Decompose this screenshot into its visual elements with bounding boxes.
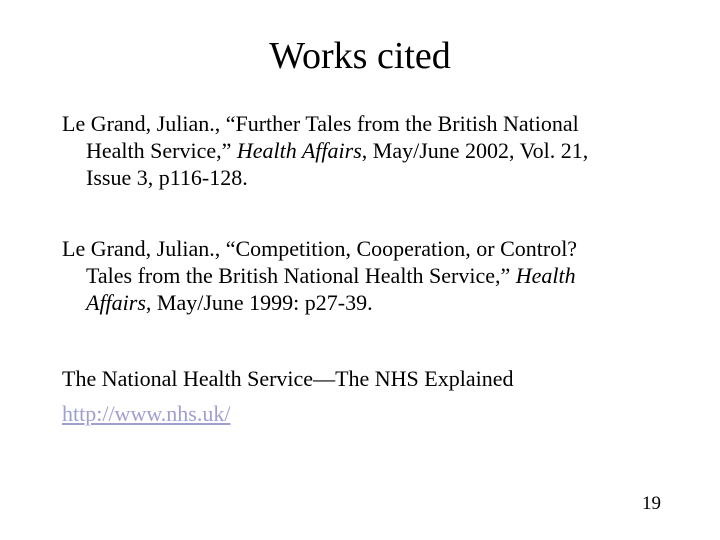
page-number: 19 bbox=[642, 493, 661, 514]
citation-line bbox=[62, 164, 692, 191]
citations bbox=[62, 110, 692, 392]
citation-segment: Tales from the British National Health Service,” bbox=[86, 263, 516, 288]
citation bbox=[62, 235, 692, 316]
link-line bbox=[62, 400, 692, 427]
citation-line bbox=[62, 235, 692, 262]
citation-segment: , May/June 2002, Vol. 21, bbox=[361, 138, 589, 163]
citation bbox=[62, 110, 692, 191]
nhs-link[interactable]: http://www.nhs.uk/ bbox=[62, 401, 231, 426]
citation-line bbox=[62, 110, 692, 137]
citation-segment-italic: Affairs bbox=[86, 290, 146, 315]
citation-segment: Le Grand, Julian., “Competition, Cooperation, or Control? bbox=[62, 236, 578, 261]
citation-segment: Health Service,” bbox=[86, 138, 237, 163]
citation-segment: Le Grand, Julian., “Further Tales from the British National bbox=[62, 111, 579, 136]
citation-segment-italic: Health Affairs bbox=[236, 138, 362, 163]
citation-line bbox=[62, 289, 692, 316]
citation-line bbox=[62, 365, 692, 392]
citation-line bbox=[62, 262, 692, 289]
citation-segment-italic: Health bbox=[515, 263, 576, 288]
citation bbox=[62, 365, 692, 392]
citation-list bbox=[62, 110, 692, 427]
citation-segment: , May/June 1999: p27-39. bbox=[145, 290, 373, 315]
slide-title: Works cited bbox=[269, 35, 451, 77]
citation-line bbox=[62, 137, 692, 164]
citation-segment: Issue 3, p116-128. bbox=[86, 165, 248, 190]
citation-segment: The National Health Service—The NHS Explained bbox=[62, 366, 514, 391]
